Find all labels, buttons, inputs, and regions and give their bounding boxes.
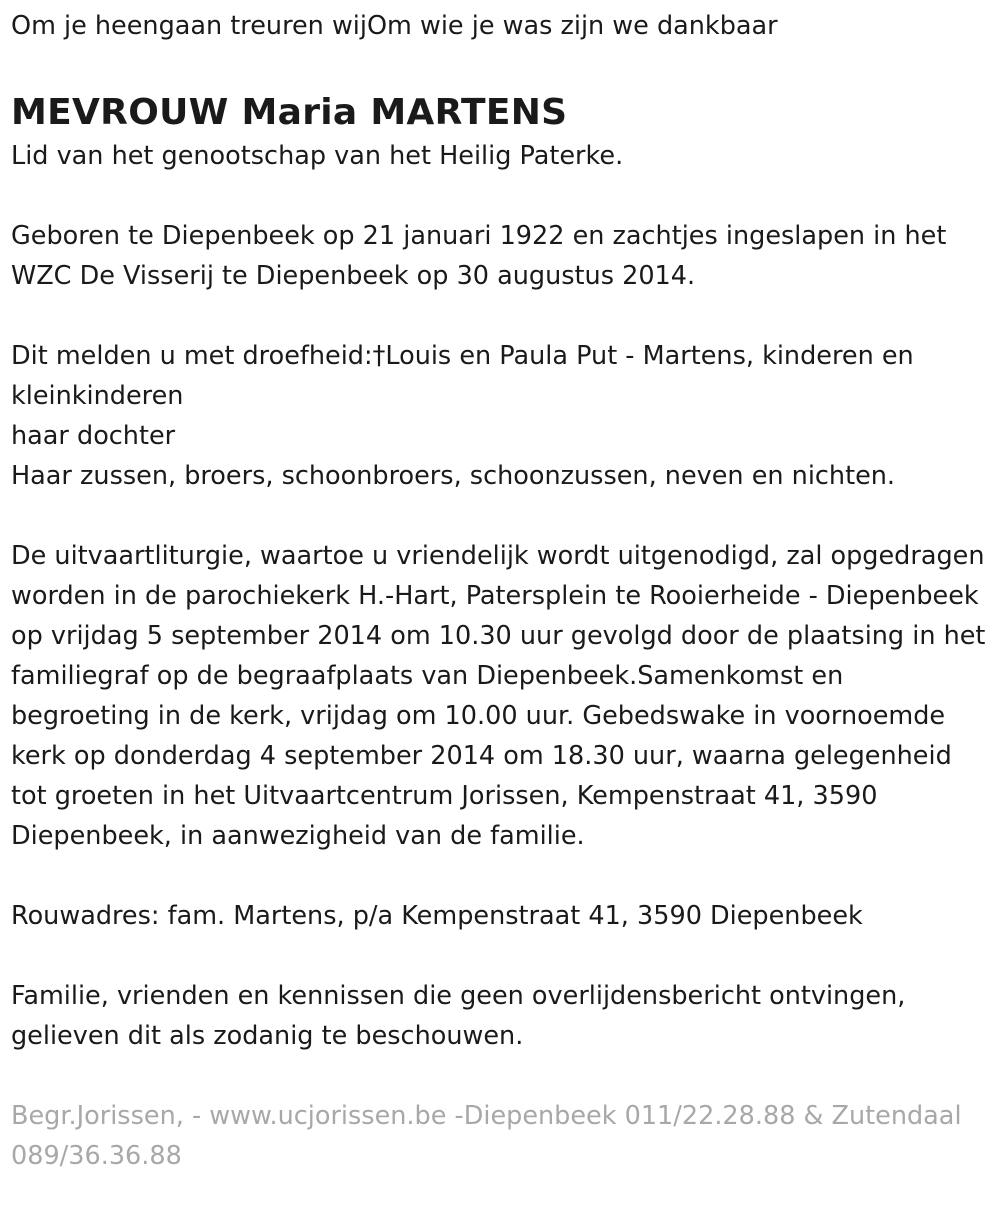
deceased-name: MEVROUW Maria MARTENS	[11, 92, 568, 133]
birth-death-paragraph: Geboren te Diepenbeek op 21 januari 1922 en zachtjes ingeslapen in het WZC De Visserij te Diepenbeek op 30 augustus 2014.	[11, 221, 947, 291]
spacer	[11, 1056, 989, 1096]
funeral-details-paragraph: De uitvaartliturgie, waartoe u vriendelijk wordt uitgenodigd, zal opgedragen worden in de parochiekerk H.-Hart, Patersplein te Rooierheide - Diepenbeek op vrijdag 5 september 2014 om 10.30 uur gevolgd door de plaatsing in het familiegraf op de begraafplaats van Diepenbeek.Samenkomst en begroeting in de kerk, vrijdag om 10.00 uur. Gebedswake in voornoemde kerk op donderdag 4 september 2014 om 18.30 uur, waarna gelegenheid tot groeten in het Uitvaartcentrum Jorissen, Kempenstraat 41, 3590 Diepenbeek, in aanwezigheid van de familie.	[11, 541, 986, 851]
notice-paragraph: Familie, vrienden en kennissen die geen overlijdensbericht ontvingen, gelieven dit als zodanig te beschouwen.	[11, 981, 906, 1051]
announcers-block	[11, 336, 989, 496]
announcers-second: haar dochter	[11, 421, 176, 451]
spacer	[11, 856, 989, 896]
announcers-third: Haar zussen, broers, schoonbroers, schoonzussen, neven en nichten.	[11, 461, 896, 491]
announcers-intro: Dit melden u met droefheid:	[11, 341, 373, 371]
spacer	[11, 496, 989, 536]
spacer	[11, 936, 989, 976]
announcers-first: Louis en Paula Put - Martens, kinderen en kleinkinderen	[11, 341, 914, 411]
mourning-address: Rouwadres: fam. Martens, p/a Kempenstraat 41, 3590 Diepenbeek	[11, 901, 863, 931]
cross-icon: †	[372, 341, 386, 371]
membership-line: Lid van het genootschap van het Heilig Paterke.	[11, 141, 624, 171]
funeral-home-footer: Begr.Jorissen, - www.ucjorissen.be -Diepenbeek 011/22.28.88 & Zutendaal 089/36.36.88	[11, 1101, 962, 1171]
announcers-first-line	[11, 336, 989, 416]
tagline: Om je heengaan treuren wijOm wie je was zijn we dankbaar	[11, 11, 778, 41]
spacer	[11, 176, 989, 216]
spacer	[11, 296, 989, 336]
